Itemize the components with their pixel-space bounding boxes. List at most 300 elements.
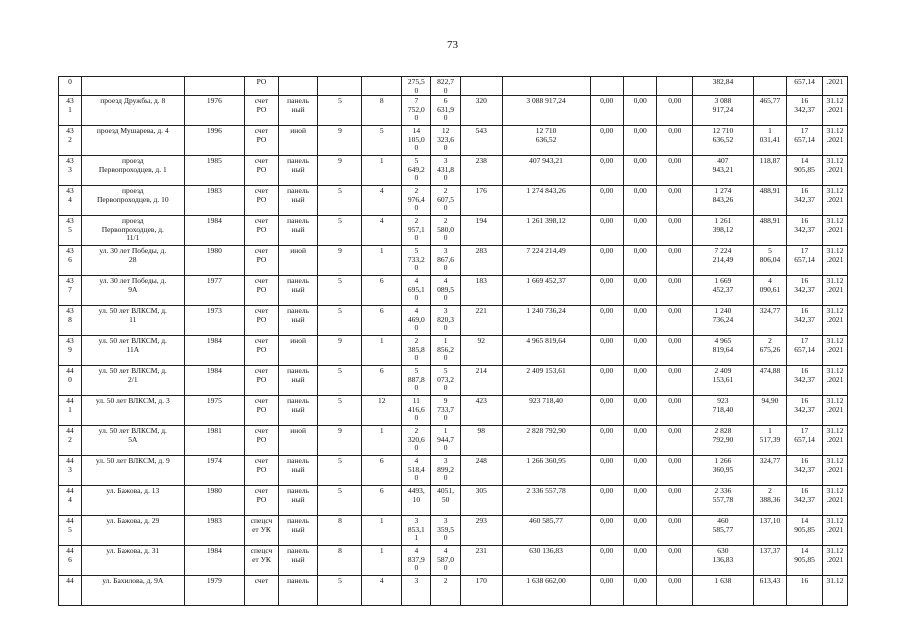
floors-cell: 8: [318, 546, 362, 576]
floors-cell: 5: [318, 396, 362, 426]
cost-b-cell: 0,00: [623, 336, 656, 366]
total-cost-cell: [502, 77, 590, 96]
table-body: [59, 77, 848, 606]
cost-per-sqm-cell: 94,90: [753, 396, 786, 426]
residents-cell: 221: [460, 306, 502, 336]
total-area-cell: 4 837,9 0: [402, 546, 431, 576]
fund-cost-cell: 3 088 917,24: [693, 96, 754, 126]
total-cost-cell: 2 828 792,90: [502, 426, 590, 456]
registry-table: [58, 76, 848, 606]
fund-method-cell: счет: [245, 576, 278, 606]
floors-cell: [318, 77, 362, 96]
total-cost-cell: 630 136,83: [502, 546, 590, 576]
fund-method-cell: РО: [245, 77, 278, 96]
table-row: [59, 336, 848, 366]
max-cost-cell: 16 342,37: [787, 306, 823, 336]
deadline-cell: 31.12 .2021: [822, 306, 847, 336]
row-number-cell: 43 1: [59, 96, 82, 126]
deadline-cell: 31.12 .2021: [822, 366, 847, 396]
entrances-cell: 6: [362, 456, 402, 486]
row-number-cell: 43 5: [59, 216, 82, 246]
cost-per-sqm-cell: 2 675,26: [753, 336, 786, 366]
total-cost-cell: 1 240 736,24: [502, 306, 590, 336]
table-row: [59, 186, 848, 216]
cost-c-cell: 0,00: [657, 156, 693, 186]
row-number-cell: 43 8: [59, 306, 82, 336]
year-cell: 1985: [184, 156, 245, 186]
cost-b-cell: 0,00: [623, 426, 656, 456]
cost-b-cell: 0,00: [623, 96, 656, 126]
address-cell: проезд Мушарева, д. 4: [82, 126, 185, 156]
row-number-cell: 44 6: [59, 546, 82, 576]
max-cost-cell: 16 342,37: [787, 486, 823, 516]
residents-cell: 248: [460, 456, 502, 486]
cost-b-cell: 0,00: [623, 546, 656, 576]
cost-b-cell: 0,00: [623, 216, 656, 246]
cost-a-cell: 0,00: [590, 426, 623, 456]
floors-cell: 9: [318, 156, 362, 186]
cost-c-cell: 0,00: [657, 576, 693, 606]
fund-cost-cell: 923 718,40: [693, 396, 754, 426]
cost-c-cell: 0,00: [657, 276, 693, 306]
max-cost-cell: 16 342,37: [787, 456, 823, 486]
wall-material-cell: иной: [278, 426, 318, 456]
page-number: 73: [447, 39, 458, 51]
max-cost-cell: 657,14: [787, 77, 823, 96]
cost-a-cell: 0,00: [590, 96, 623, 126]
wall-material-cell: панель ный: [278, 546, 318, 576]
year-cell: 1977: [184, 276, 245, 306]
floors-cell: 5: [318, 96, 362, 126]
cost-c-cell: 0,00: [657, 246, 693, 276]
living-area-cell: 9 733,7 0: [431, 396, 460, 426]
cost-c-cell: 0,00: [657, 396, 693, 426]
residents-cell: [460, 77, 502, 96]
cost-b-cell: 0,00: [623, 456, 656, 486]
total-cost-cell: 407 943,21: [502, 156, 590, 186]
cost-c-cell: 0,00: [657, 216, 693, 246]
address-cell: ул. 30 лет Победы, д. 9А: [82, 276, 185, 306]
cost-per-sqm-cell: 5 806,04: [753, 246, 786, 276]
total-area-cell: 3 853,1 1: [402, 516, 431, 546]
cost-a-cell: 0,00: [590, 246, 623, 276]
entrances-cell: 5: [362, 126, 402, 156]
cost-a-cell: 0,00: [590, 546, 623, 576]
deadline-cell: 31.12 .2021: [822, 246, 847, 276]
table-row: [59, 486, 848, 516]
cost-b-cell: 0,00: [623, 576, 656, 606]
residents-cell: 214: [460, 366, 502, 396]
row-number-cell: 43 2: [59, 126, 82, 156]
fund-cost-cell: 630 136,83: [693, 546, 754, 576]
wall-material-cell: панель ный: [278, 96, 318, 126]
address-cell: ул. Бахилова, д. 9А: [82, 576, 185, 606]
living-area-cell: 1 944,7 0: [431, 426, 460, 456]
residents-cell: 98: [460, 426, 502, 456]
cost-c-cell: 0,00: [657, 306, 693, 336]
cost-b-cell: [623, 77, 656, 96]
max-cost-cell: 16 342,37: [787, 96, 823, 126]
max-cost-cell: 16 342,37: [787, 396, 823, 426]
fund-cost-cell: 2 828 792,90: [693, 426, 754, 456]
wall-material-cell: панель ный: [278, 156, 318, 186]
year-cell: 1984: [184, 366, 245, 396]
floors-cell: 9: [318, 126, 362, 156]
address-cell: ул. Бажова, д. 29: [82, 516, 185, 546]
fund-method-cell: счет РО: [245, 366, 278, 396]
living-area-cell: 822,7 0: [431, 77, 460, 96]
cost-per-sqm-cell: 488,91: [753, 186, 786, 216]
residents-cell: 238: [460, 156, 502, 186]
fund-method-cell: счет РО: [245, 216, 278, 246]
total-cost-cell: 460 585,77: [502, 516, 590, 546]
total-cost-cell: 1 274 843,26: [502, 186, 590, 216]
cost-a-cell: 0,00: [590, 366, 623, 396]
address-cell: ул. 30 лет Победы, д. 28: [82, 246, 185, 276]
address-cell: ул. 50 лет ВЛКСМ, д. 2/1: [82, 366, 185, 396]
year-cell: 1984: [184, 216, 245, 246]
fund-cost-cell: 1 266 360,95: [693, 456, 754, 486]
deadline-cell: 31.12 .2021: [822, 546, 847, 576]
row-number-cell: 43 3: [59, 156, 82, 186]
entrances-cell: 1: [362, 546, 402, 576]
deadline-cell: 31.12 .2021: [822, 516, 847, 546]
cost-b-cell: 0,00: [623, 366, 656, 396]
fund-method-cell: счет РО: [245, 426, 278, 456]
total-cost-cell: 3 088 917,24: [502, 96, 590, 126]
year-cell: 1983: [184, 186, 245, 216]
living-area-cell: 3 899,2 0: [431, 456, 460, 486]
year-cell: 1973: [184, 306, 245, 336]
deadline-cell: 31.12 .2021: [822, 276, 847, 306]
address-cell: проезд Первопроходцев, д. 11/1: [82, 216, 185, 246]
address-cell: проезд Первопроходцев, д. 1: [82, 156, 185, 186]
wall-material-cell: панель ный: [278, 486, 318, 516]
cost-per-sqm-cell: 137,10: [753, 516, 786, 546]
entrances-cell: 4: [362, 216, 402, 246]
address-cell: ул. 50 лет ВЛКСМ, д. 11А: [82, 336, 185, 366]
total-area-cell: 4 518,4 0: [402, 456, 431, 486]
entrances-cell: 4: [362, 186, 402, 216]
cost-per-sqm-cell: 118,87: [753, 156, 786, 186]
cost-c-cell: 0,00: [657, 426, 693, 456]
total-area-cell: 275,5 0: [402, 77, 431, 96]
cost-a-cell: 0,00: [590, 576, 623, 606]
total-area-cell: 2 957,1 0: [402, 216, 431, 246]
residents-cell: 176: [460, 186, 502, 216]
residents-cell: 305: [460, 486, 502, 516]
fund-method-cell: счет РО: [245, 156, 278, 186]
living-area-cell: 4051, 50: [431, 486, 460, 516]
deadline-cell: 31.12 .2021: [822, 186, 847, 216]
address-cell: ул. 50 лет ВЛКСМ, д. 11: [82, 306, 185, 336]
wall-material-cell: панель ный: [278, 396, 318, 426]
total-cost-cell: 2 336 557,78: [502, 486, 590, 516]
table-row: [59, 126, 848, 156]
table-row: [59, 546, 848, 576]
cost-per-sqm-cell: 324,77: [753, 456, 786, 486]
total-area-cell: 4 695,1 0: [402, 276, 431, 306]
fund-cost-cell: 12 710 636,52: [693, 126, 754, 156]
total-cost-cell: 923 718,40: [502, 396, 590, 426]
address-cell: ул. Бажова, д. 13: [82, 486, 185, 516]
living-area-cell: 6 631,9 0: [431, 96, 460, 126]
entrances-cell: 6: [362, 276, 402, 306]
fund-method-cell: спецсч ет УК: [245, 516, 278, 546]
floors-cell: 5: [318, 576, 362, 606]
residents-cell: 320: [460, 96, 502, 126]
residents-cell: 283: [460, 246, 502, 276]
cost-c-cell: 0,00: [657, 126, 693, 156]
year-cell: 1976: [184, 96, 245, 126]
cost-a-cell: 0,00: [590, 186, 623, 216]
living-area-cell: 2: [431, 576, 460, 606]
address-cell: ул. Бажова, д. 31: [82, 546, 185, 576]
row-number-cell: 0: [59, 77, 82, 96]
deadline-cell: .2021: [822, 77, 847, 96]
entrances-cell: 12: [362, 396, 402, 426]
cost-b-cell: 0,00: [623, 126, 656, 156]
max-cost-cell: 17 657,14: [787, 426, 823, 456]
residents-cell: 293: [460, 516, 502, 546]
table-row: [59, 456, 848, 486]
wall-material-cell: панель ный: [278, 306, 318, 336]
cost-c-cell: 0,00: [657, 516, 693, 546]
residents-cell: 543: [460, 126, 502, 156]
table-row: [59, 246, 848, 276]
fund-cost-cell: 1 638: [693, 576, 754, 606]
address-cell: ул. 50 лет ВЛКСМ, д. 3: [82, 396, 185, 426]
deadline-cell: 31.12 .2021: [822, 426, 847, 456]
living-area-cell: 3 867,6 0: [431, 246, 460, 276]
table-row: [59, 426, 848, 456]
floors-cell: 5: [318, 366, 362, 396]
cost-a-cell: 0,00: [590, 126, 623, 156]
fund-method-cell: счет РО: [245, 306, 278, 336]
fund-method-cell: счет РО: [245, 396, 278, 426]
residents-cell: 183: [460, 276, 502, 306]
max-cost-cell: 16 342,37: [787, 366, 823, 396]
residents-cell: 194: [460, 216, 502, 246]
max-cost-cell: 17 657,14: [787, 246, 823, 276]
address-cell: [82, 77, 185, 96]
cost-per-sqm-cell: 4 090,61: [753, 276, 786, 306]
cost-a-cell: [590, 77, 623, 96]
deadline-cell: 31.12 .2021: [822, 396, 847, 426]
total-cost-cell: 1 669 452,37: [502, 276, 590, 306]
entrances-cell: 6: [362, 486, 402, 516]
year-cell: 1980: [184, 486, 245, 516]
row-number-cell: 44 4: [59, 486, 82, 516]
year-cell: 1984: [184, 546, 245, 576]
table-row: [59, 306, 848, 336]
deadline-cell: 31.12: [822, 576, 847, 606]
floors-cell: 5: [318, 216, 362, 246]
table-row: [59, 276, 848, 306]
cost-b-cell: 0,00: [623, 276, 656, 306]
total-area-cell: 2 385,8 0: [402, 336, 431, 366]
fund-cost-cell: 1 240 736,24: [693, 306, 754, 336]
max-cost-cell: 16: [787, 576, 823, 606]
cost-per-sqm-cell: 137,37: [753, 546, 786, 576]
cost-per-sqm-cell: 324,77: [753, 306, 786, 336]
fund-cost-cell: 382,84: [693, 77, 754, 96]
cost-per-sqm-cell: 1 517,39: [753, 426, 786, 456]
max-cost-cell: 16 342,37: [787, 216, 823, 246]
row-number-cell: 44: [59, 576, 82, 606]
total-area-cell: 3: [402, 576, 431, 606]
cost-per-sqm-cell: 613,43: [753, 576, 786, 606]
residents-cell: 92: [460, 336, 502, 366]
total-area-cell: 7 752,0 0: [402, 96, 431, 126]
wall-material-cell: панель ный: [278, 216, 318, 246]
deadline-cell: 31.12 .2021: [822, 486, 847, 516]
fund-cost-cell: 1 669 452,37: [693, 276, 754, 306]
cost-b-cell: 0,00: [623, 396, 656, 426]
entrances-cell: 1: [362, 336, 402, 366]
table-row: [59, 156, 848, 186]
cost-a-cell: 0,00: [590, 516, 623, 546]
row-number-cell: 43 4: [59, 186, 82, 216]
year-cell: [184, 77, 245, 96]
cost-a-cell: 0,00: [590, 156, 623, 186]
fund-method-cell: счет РО: [245, 96, 278, 126]
table-row: [59, 366, 848, 396]
cost-b-cell: 0,00: [623, 246, 656, 276]
floors-cell: 5: [318, 456, 362, 486]
cost-c-cell: 0,00: [657, 336, 693, 366]
total-cost-cell: 1 266 360,95: [502, 456, 590, 486]
row-number-cell: 44 2: [59, 426, 82, 456]
year-cell: 1996: [184, 126, 245, 156]
cost-a-cell: 0,00: [590, 306, 623, 336]
total-cost-cell: 4 965 819,64: [502, 336, 590, 366]
living-area-cell: 4 587,0 0: [431, 546, 460, 576]
cost-c-cell: 0,00: [657, 96, 693, 126]
entrances-cell: 1: [362, 516, 402, 546]
address-cell: проезд Дружбы, д. 8: [82, 96, 185, 126]
cost-a-cell: 0,00: [590, 276, 623, 306]
deadline-cell: 31.12 .2021: [822, 156, 847, 186]
max-cost-cell: 16 342,37: [787, 276, 823, 306]
cost-b-cell: 0,00: [623, 486, 656, 516]
living-area-cell: 2 607,5 0: [431, 186, 460, 216]
max-cost-cell: 14 905,85: [787, 546, 823, 576]
max-cost-cell: 17 657,14: [787, 126, 823, 156]
wall-material-cell: панель ный: [278, 276, 318, 306]
total-area-cell: 2 320,6 0: [402, 426, 431, 456]
total-area-cell: 4493, 10: [402, 486, 431, 516]
cost-per-sqm-cell: [753, 77, 786, 96]
total-area-cell: 5 887,8 0: [402, 366, 431, 396]
year-cell: 1979: [184, 576, 245, 606]
fund-method-cell: счет РО: [245, 276, 278, 306]
cost-a-cell: 0,00: [590, 336, 623, 366]
total-area-cell: 5 733,2 0: [402, 246, 431, 276]
total-area-cell: 5 649,2 0: [402, 156, 431, 186]
cost-b-cell: 0,00: [623, 156, 656, 186]
cost-a-cell: 0,00: [590, 396, 623, 426]
living-area-cell: 12 323,6 0: [431, 126, 460, 156]
cost-per-sqm-cell: 2 388,36: [753, 486, 786, 516]
fund-method-cell: счет РО: [245, 486, 278, 516]
wall-material-cell: панель ный: [278, 186, 318, 216]
fund-cost-cell: 4 965 819,64: [693, 336, 754, 366]
table-row: [59, 576, 848, 606]
table-row: [59, 516, 848, 546]
total-cost-cell: 12 710 636,52: [502, 126, 590, 156]
floors-cell: 5: [318, 276, 362, 306]
total-cost-cell: 7 224 214,49: [502, 246, 590, 276]
cost-c-cell: 0,00: [657, 456, 693, 486]
floors-cell: 9: [318, 426, 362, 456]
cost-per-sqm-cell: 488,91: [753, 216, 786, 246]
table-row: [59, 396, 848, 426]
max-cost-cell: 14 905,85: [787, 156, 823, 186]
fund-cost-cell: 2 336 557,78: [693, 486, 754, 516]
deadline-cell: 31.12 .2021: [822, 216, 847, 246]
table-row: [59, 96, 848, 126]
cost-b-cell: 0,00: [623, 516, 656, 546]
floors-cell: 5: [318, 486, 362, 516]
cost-per-sqm-cell: 474,88: [753, 366, 786, 396]
wall-material-cell: [278, 77, 318, 96]
living-area-cell: 5 073,2 0: [431, 366, 460, 396]
table-row: [59, 77, 848, 96]
address-cell: проезд Первопроходцев, д. 10: [82, 186, 185, 216]
row-number-cell: 44 0: [59, 366, 82, 396]
floors-cell: 8: [318, 516, 362, 546]
total-cost-cell: 1 261 398,12: [502, 216, 590, 246]
entrances-cell: 6: [362, 366, 402, 396]
year-cell: 1974: [184, 456, 245, 486]
total-area-cell: 2 976,4 0: [402, 186, 431, 216]
wall-material-cell: иной: [278, 336, 318, 366]
cost-c-cell: [657, 77, 693, 96]
living-area-cell: 1 856,2 0: [431, 336, 460, 366]
year-cell: 1980: [184, 246, 245, 276]
total-area-cell: 4 469,0 0: [402, 306, 431, 336]
entrances-cell: 1: [362, 426, 402, 456]
floors-cell: 5: [318, 186, 362, 216]
wall-material-cell: панель ный: [278, 516, 318, 546]
residents-cell: 231: [460, 546, 502, 576]
entrances-cell: 1: [362, 246, 402, 276]
table-row: [59, 216, 848, 246]
floors-cell: 5: [318, 306, 362, 336]
deadline-cell: 31.12 .2021: [822, 336, 847, 366]
wall-material-cell: иной: [278, 246, 318, 276]
max-cost-cell: 17 657,14: [787, 336, 823, 366]
cost-c-cell: 0,00: [657, 186, 693, 216]
cost-per-sqm-cell: 465,77: [753, 96, 786, 126]
year-cell: 1975: [184, 396, 245, 426]
cost-a-cell: 0,00: [590, 486, 623, 516]
address-cell: ул. 50 лет ВЛКСМ, д. 5А: [82, 426, 185, 456]
max-cost-cell: 14 905,85: [787, 516, 823, 546]
cost-a-cell: 0,00: [590, 456, 623, 486]
year-cell: 1981: [184, 426, 245, 456]
fund-cost-cell: 460 585,77: [693, 516, 754, 546]
row-number-cell: 44 5: [59, 516, 82, 546]
entrances-cell: 8: [362, 96, 402, 126]
living-area-cell: 3 820,3 0: [431, 306, 460, 336]
living-area-cell: 3 359,5 0: [431, 516, 460, 546]
wall-material-cell: панель: [278, 576, 318, 606]
floors-cell: 9: [318, 246, 362, 276]
wall-material-cell: иной: [278, 126, 318, 156]
total-area-cell: 14 105,0 0: [402, 126, 431, 156]
